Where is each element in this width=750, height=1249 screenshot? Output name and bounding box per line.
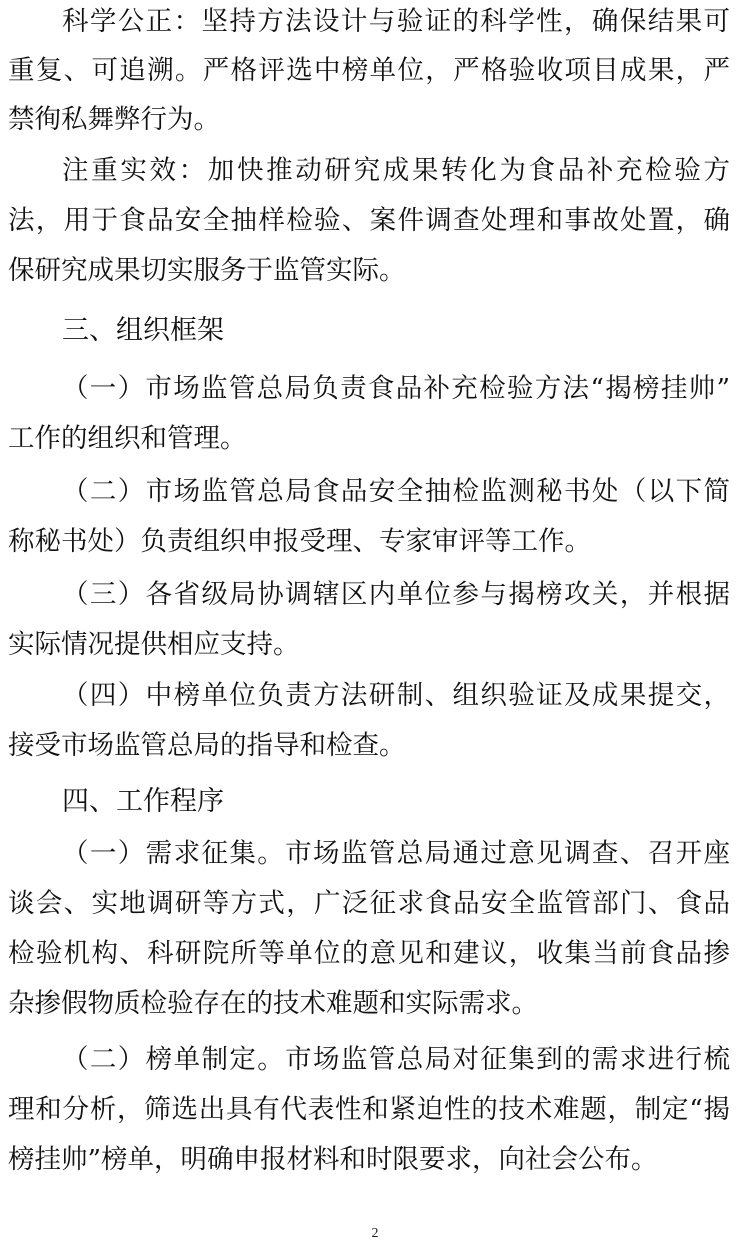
paragraph-line: （二）榜单制定。市场监管总局对征集到的需求进行梳	[62, 1044, 730, 1075]
page-number: 2	[371, 1226, 379, 1241]
paragraph-line: 重复、可追溯。严格评选中榜单位，严格验收项目成果，严	[8, 55, 730, 86]
paragraph-line: 科学公正：坚持方法设计与验证的科学性，确保结果可	[62, 6, 730, 37]
section-heading: 四、工作程序	[62, 786, 224, 817]
paragraph-line: 实际情况提供相应支持。	[8, 629, 300, 660]
paragraph-line: （一）需求征集。市场监管总局通过意见调查、召开座	[62, 838, 730, 869]
paragraph-line: 检验机构、科研院所等单位的意见和建议，收集当前食品掺	[8, 938, 730, 969]
paragraph-line: （三）各省级局协调辖区内单位参与揭榜攻关，并根据	[62, 579, 730, 610]
paragraph-line: 谈会、实地调研等方式，广泛征求食品安全监管部门、食品	[8, 888, 730, 919]
section-heading: 三、组织框架	[62, 315, 224, 346]
paragraph-line: 保研究成果切实服务于监管实际。	[8, 255, 406, 286]
paragraph-line: （一）市场监管总局负责食品补充检验方法“揭榜挂帅”	[62, 373, 730, 404]
paragraph-line: 称秘书处）负责组织申报受理、专家审评等工作。	[8, 526, 591, 557]
paragraph-line: 理和分析，筛选出具有代表性和紧迫性的技术难题，制定“揭	[8, 1094, 730, 1125]
paragraph-line: 工作的组织和管理。	[8, 423, 247, 454]
paragraph-line: （四）中榜单位负责方法研制、组织验证及成果提交，	[62, 680, 730, 711]
paragraph-line: 禁徇私舞弊行为。	[8, 104, 220, 135]
paragraph-line: 法，用于食品安全抽样检验、案件调查处理和事故处置，确	[8, 205, 730, 236]
paragraph-line: 榜挂帅”榜单，明确申报材料和时限要求，向社会公布。	[8, 1144, 658, 1175]
paragraph-line: 注重实效：加快推动研究成果转化为食品补充检验方	[62, 155, 730, 186]
paragraph-line: 杂掺假物质检验存在的技术难题和实际需求。	[8, 988, 538, 1019]
paragraph-line: （二）市场监管总局食品安全抽检监测秘书处（以下简	[62, 476, 730, 507]
paragraph-line: 接受市场监管总局的指导和检查。	[8, 730, 406, 761]
